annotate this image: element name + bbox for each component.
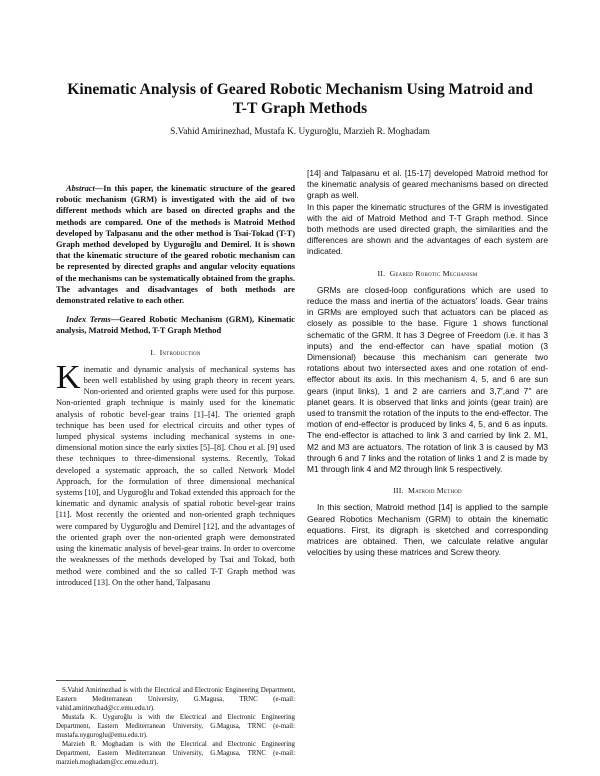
index-terms-text: —Geared Robotic Mechanism (GRM), Kinematic analysis, Matroid Method, T-T Graph Method [56,315,296,336]
footnote: S.Vahid Amirinezhad is with the Electrical and Electronic Engineering Department, Eastern Mediterranean University, G.Magusa, TRNC (e-mail: vahid.amirinezhad@cc.emu.edu.tr). [56,687,295,712]
section-title: Geared Robotic Mechanism [389,268,478,278]
footnotes [56,686,295,767]
footnote: Mustafa K. Uyguroğlu is with the Electrical and Electronic Engineering Department, Eastern Mediterranean University, G.Magusa, TRNC (e-mail: mustafa.uyguroglu@emu.edu.tr). [56,714,295,739]
index-terms-label: Index Terms [66,315,111,325]
abstract-text: —In this paper, the kinematic structure of the geared robotic mechanism (GRM) is investigated with the aid of two different methods which are based on directed graphs and the methods are compared. One of the methods is Matroid Method developed by Talpasanu and the other method is Tsai-Tokad (T-T) Graph method developed by Uyguroğlu and Demirel. It is shown that the kinematic structure of the geared robotic mechanism can be represented by directed graphs and angular velocity equations of the mechanisms can be systematically obtained from the graphs. The advantages and disadvantages of both methods are demonstrated relative to each other. [56,184,295,306]
grm-paragraph: GRMs are closed-loop configurations which are used to reduce the mass and inertia of the actuators' loads. Gear trains in GRMs are employed such that actuators can be placed as closely as possible to the base. Figure 1 shows functional schematic of the GRM. It has 3 Degree of Freedom (i.e. it has 3 inputs) and the end-effector can have spatial motion (3 Dimensional) because this mechanism can generate two rotations about two intersected axes and one rotation of end-effector about its axis. In this mechanism 4, 5, and 6 are sun gears (input links), 1 and 2 are carriers and 3,7′,and 7″ are planet gears. It is observed that links and joints (gear train) are used to transmit the rotation of the inputs to the end-effector. The motion of end-effector is produced by links 4, 5, and 6 as inputs. The end-effector is attached to link 3 and carried by link 2. M1, M2 and M3 are actuators. The rotation of link 3 is caused by M3 through 6 and 7 links and the rotation of links 1 and 2 is made by M1 through link 4 and M2 through link 5 respectively. [307,284,548,475]
section-title: Introduction [159,347,201,357]
footnote-divider [56,680,126,681]
index-terms-paragraph [56,314,295,336]
abstract-label: Abstract [66,184,95,193]
section-number: I. [150,347,156,357]
paper-title: Kinematic Analysis of Geared Robotic Mechanism Using Matroid and T-T Graph Methods [67,81,533,117]
author-list: S.Vahid Amirinezhad, Mustafa K. Uyguroğlu, Marzieh R. Moghadam [170,127,430,137]
intro-continuation: [14] and Talpasanu et al. [15-17] developed Matroid method for the kinematic analysis of geared mechanisms based on directed graph as well. [307,168,548,201]
section-heading-matroid [307,485,548,496]
section-title: Matroid Method [407,486,462,496]
left-column [56,183,295,588]
section-number: III. [393,486,404,496]
section-heading-grm [307,268,548,279]
introduction-paragraph [56,358,295,588]
right-column [307,168,548,559]
intro-paragraph-2: In this paper the kinematic structures of the GRM is investigated with the aid of Matroid Method and T-T Graph method. Since both methods are used directed graph, the similarities and the differences are shown and the advantages of each system are indicated. [307,201,548,257]
abstract [56,183,295,306]
introduction-text: inematic and dynamic analysis of mechanical systems has been well established by using graph theory in recent years. Non-oriented and oriented graphs were used for this purpose. Non-oriented graph technique is mainly used for the kinematic analysis of robotic bevel-gear trains [1]–[4]. The oriented graph technique has been used for electrical circuits and other types of lumped physical systems including mechanical systems in one-dimensional motion since the early sixties [5]–[8]. Chou et al. [9] used these techniques to three-dimensional systems. Recently, Tokad developed a systematic approach, the so called Network Model Approach, for the formulation of three dimensional mechanical systems [10], and Uyguroğlu and Tokad extended this approach for the kinematic and dynamic analysis of spatial robotic bevel-gear trains [11]. Most recently the oriented and non-oriented graph techniques were compared by Uyguroğlu and Demirel [12], and the advantages of the oriented graph over the non-oriented graph were demonstrated using the kinematic analysis of bevel-gear trains. In order to overcome the weaknesses of the methods developed by Tsai and Tokad, both method were combined and the so called T-T Graph method was introduced [13]. On the other hand, Talpasanu [56,364,295,587]
abstract-paragraph [56,183,295,306]
section-heading-introduction [56,347,295,358]
matroid-paragraph: In this section, Matroid method [14] is applied to the sample Geared Robotics Mechanism (GRM) to obtain the kinematic equations. First, its digraph is sketched and corresponding matrices are obtained. Then, we calculate relative angular velocities by using these matrices and Screw theory. [307,502,548,558]
footnote: Marzieh R. Moghadam is with the Electrical and Electronic Engineering Department, Eastern Mediterranean University, G.Magusa, TRNC (e-mail: marzieh.moghadam@cc.emu.edu.tr). [56,741,295,766]
index-terms [56,314,295,336]
section-number: II. [377,268,386,278]
drop-cap: K [56,358,81,396]
